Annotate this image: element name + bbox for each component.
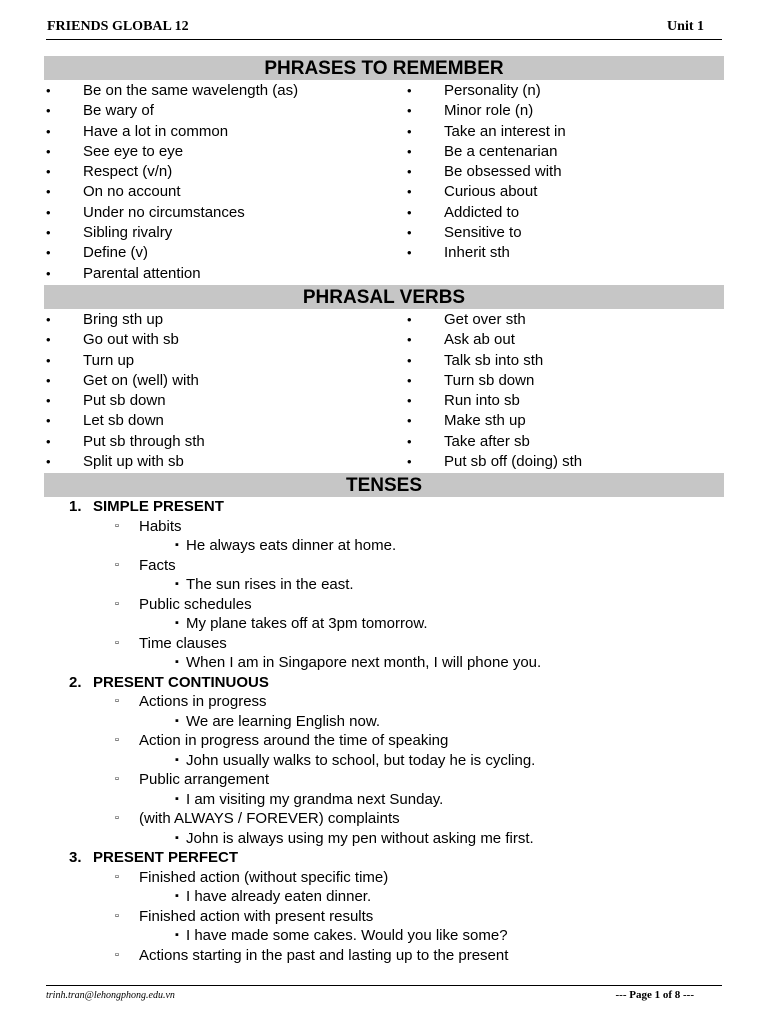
page-footer [46,985,722,1006]
list-item: • Ask ab out [405,330,745,350]
page-number: --- Page 1 of 8 --- [615,989,694,1001]
list-item: • Put sb through sth [44,432,384,452]
tense-example: ▪ We are learning English now. [0,712,768,732]
list-item: • Split up with sb [44,452,384,472]
tense-example: ▪ I have made some cakes. Would you like some? [0,926,768,946]
list-item: • Turn up [44,351,384,371]
phrases-left-column [44,81,384,284]
tenses-list [0,497,768,965]
tense-section [0,848,768,965]
list-item: • Go out with sb [44,330,384,350]
tense-example: ▪ John is always using my pen without asking me first. [0,829,768,849]
list-item: • Define (v) [44,243,384,263]
tense-use: ▫ Habits [0,517,768,537]
phrasal-verbs-left-column [44,310,384,472]
tense-use: ▫ (with ALWAYS / FOREVER) complaints [0,809,768,829]
tense-use: ▫ Actions starting in the past and lasting up to the present [0,946,768,966]
tense-example: ▪ My plane takes off at 3pm tomorrow. [0,614,768,634]
tense-example: ▪ I have already eaten dinner. [0,887,768,907]
phrasal-verbs-right-column [405,310,745,472]
phrasal-verbs-heading: PHRASAL VERBS [44,285,724,309]
tense-example: ▪ I am visiting my grandma next Sunday. [0,790,768,810]
footer-email: trinh.tran@lehongphong.edu.vn [46,990,175,1001]
list-item: • See eye to eye [44,142,384,162]
tense-use: ▫ Time clauses [0,634,768,654]
tense-use: ▫ Public schedules [0,595,768,615]
list-item: • Talk sb into sth [405,351,745,371]
tense-title [0,497,768,517]
list-item: • Get over sth [405,310,745,330]
list-item: • Take an interest in [405,122,745,142]
phrases-right-column [405,81,745,264]
list-item: • Make sth up [405,411,745,431]
list-item: • Respect (v/n) [44,162,384,182]
list-item: • Be on the same wavelength (as) [44,81,384,101]
list-item: • Bring sth up [44,310,384,330]
tense-use: ▫ Action in progress around the time of speaking [0,731,768,751]
list-item: • Minor role (n) [405,101,745,121]
tense-number: 2. [69,673,82,691]
tense-example: ▪ The sun rises in the east. [0,575,768,595]
tense-title [0,848,768,868]
list-item: • Sensitive to [405,223,745,243]
list-item: • Run into sb [405,391,745,411]
tense-example: ▪ John usually walks to school, but today he is cycling. [0,751,768,771]
list-item: • Have a lot in common [44,122,384,142]
tense-use: ▫ Finished action (without specific time) [0,868,768,888]
list-item: • Under no circumstances [44,203,384,223]
list-item: • Addicted to [405,203,745,223]
list-item: • Put sb off (doing) sth [405,452,745,472]
tense-title [0,673,768,693]
tense-section [0,497,768,673]
tense-name: PRESENT CONTINUOUS [93,673,269,691]
phrases-heading: PHRASES TO REMEMBER [44,56,724,80]
tense-section [0,673,768,849]
tense-example: ▪ When I am in Singapore next month, I will phone you. [0,653,768,673]
list-item: • Turn sb down [405,371,745,391]
tense-use: ▫ Actions in progress [0,692,768,712]
list-item: • Put sb down [44,391,384,411]
list-item: • Be a centenarian [405,142,745,162]
tense-name: PRESENT PERFECT [93,849,239,866]
page-header [46,19,722,40]
tense-use: ▫ Public arrangement [0,770,768,790]
list-item: • Inherit sth [405,243,745,263]
tense-example: ▪ He always eats dinner at home. [0,536,768,556]
list-item: • Take after sb [405,432,745,452]
list-item: • Parental attention [44,264,384,284]
list-item: • Let sb down [44,411,384,431]
tenses-heading: TENSES [44,473,724,497]
tense-use: ▫ Finished action with present results [0,907,768,927]
list-item: • Personality (n) [405,81,745,101]
list-item: • Be obsessed with [405,162,745,182]
list-item: • Curious about [405,182,745,202]
list-item: • Sibling rivalry [44,223,384,243]
tense-name: SIMPLE PRESENT [93,498,224,515]
tense-use: ▫ Facts [0,556,768,576]
list-item: • On no account [44,182,384,202]
tense-number: 3. [69,849,82,866]
list-item: • Get on (well) with [44,371,384,391]
tense-number: 1. [69,498,82,515]
header-title: FRIENDS GLOBAL 12 [47,19,189,34]
header-unit: Unit 1 [667,19,704,34]
list-item: • Be wary of [44,101,384,121]
